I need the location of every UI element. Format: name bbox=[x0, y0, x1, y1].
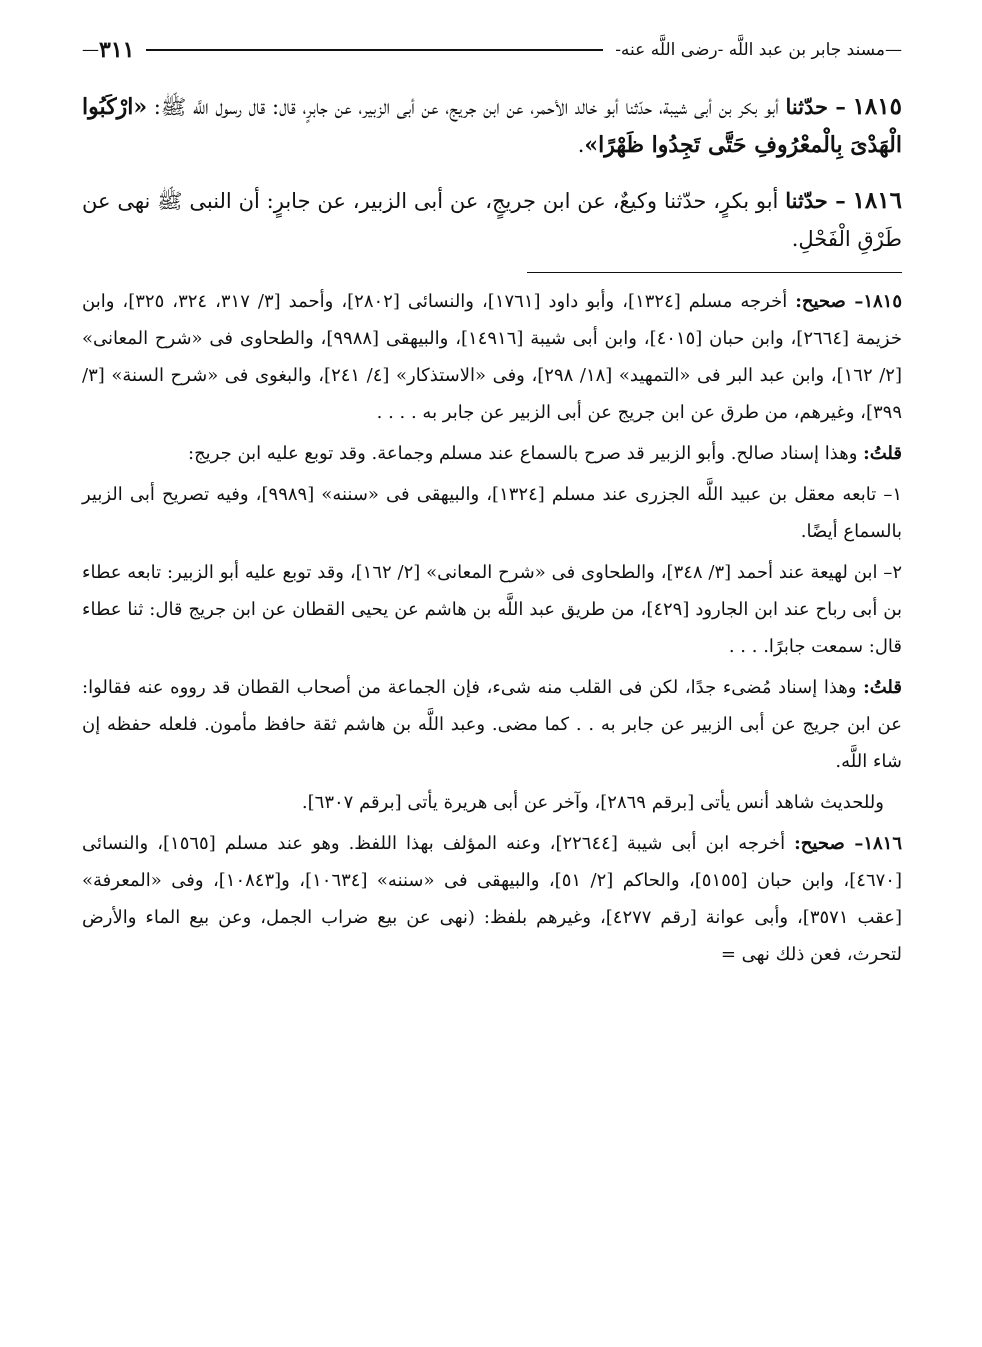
comment-1 bbox=[82, 435, 902, 472]
hadith-number: ١٨١٥ bbox=[852, 93, 902, 120]
header-dash-left: — bbox=[82, 40, 99, 60]
running-title: مسند جابر بن عبد اللَّه -رضى اللَّه عنه- bbox=[615, 40, 885, 60]
note-label: قلتُ: bbox=[863, 443, 902, 464]
note-label: قلتُ: bbox=[863, 677, 902, 698]
note-text: وهذا إسناد مُضىء جدًا، لكن فى القلب منه شىء، فإن الجماعة من أصحاب القطان قد رووه عنه فقالوا: عن ابن جريج عن أبى الزبير عن جابر به . . كما مضى. وعبد اللَّه بن هاشم ثقة حافظ مأمون. فلعله حفظه إن شاء اللَّه. bbox=[82, 677, 902, 772]
note-text: وهذا إسناد صالح. وأبو الزبير قد صرح بالسماع عند مسلم وجماعة. وقد توبع عليه ابن جريج: bbox=[188, 443, 864, 464]
hadith-number: ١٨١٦ bbox=[852, 187, 902, 214]
page-number: ٣١١ bbox=[99, 37, 135, 63]
hadith-matn: «ارْكَبُوا الْهَدْىَ بِالْمعْرُوفِ حَتَّى تَجِدُوا ظَهْرًا» bbox=[82, 94, 902, 158]
hadith-isnad: أبو بكر بن أبى شيبة، حدّثنا أبو خالد الأحمر، عن ابن جريج، عن أبى الزبير، عن جابرٍ، قال: قال رسول اللَّه ﷺ: bbox=[147, 95, 786, 119]
hadith-lead: – حدّثنا bbox=[785, 94, 846, 119]
takhrij-1816 bbox=[82, 825, 902, 973]
note-label: ١– bbox=[883, 484, 902, 505]
note-text: ابن لهيعة عند أحمد [٣/ ٣٤٨]، والطحاوى فى «شرح المعانى» [٢/ ١٦٢]، وقد توبع عليه أبو الزبير: تابعه عطاء بن أبى رباح عند ابن الجارود [٤٢٩]، من طريق عبد اللَّه بن هاشم عن يحيى القطان عن ابن جريج قال: ثنا عطاء قال: سمعت جابرًا. . . . bbox=[82, 562, 902, 657]
takhrij-1815 bbox=[82, 283, 902, 431]
note-label: ١٨١٦– صحيح: bbox=[794, 833, 902, 854]
footnote-separator bbox=[82, 272, 902, 273]
shawahid bbox=[82, 784, 902, 821]
hadith-lead: – حدّثنا bbox=[785, 188, 846, 213]
note-text: وللحديث شاهد أنس يأتى [برقم ٢٨٦٩]، وآخر عن أبى هريرة يأتى [برقم ٦٣٠٧]. bbox=[301, 792, 884, 813]
hadith-end: . bbox=[791, 227, 799, 251]
header-rule bbox=[146, 49, 603, 51]
header-dash-right: — bbox=[885, 40, 902, 60]
mutaba-1 bbox=[82, 476, 902, 550]
footnote-rule bbox=[527, 272, 902, 273]
note-text: أخرجه مسلم [١٣٢٤]، وأبو داود [١٧٦١]، والنسائى [٢٨٠٢]، وأحمد [٣/ ٣١٧، ٣٢٤، ٣٢٥]، وابن خزيمة [٢٦٦٤]، وابن حبان [٤٠١٥]، وابن أبى شيبة [١٤٩١٦]، والبيهقى [٩٩٨٨]، والطحاوى فى «شرح المعانى» [٢/ ١٦٢]، وابن عبد البر فى «التمهيد» [١٨/ ٢٩٨]، وفى «الاستذكار» [٤/ ٢٤١]، والبغوى فى «شرح السنة» [٣/ ٣٩٩]، وغيرهم، من طرق عن ابن جريج عن أبى الزبير عن جابر به . . . . bbox=[82, 291, 902, 423]
note-text: أخرجه ابن أبى شيبة [٢٢٦٤٤]، وعنه المؤلف بهذا اللفظ. وهو عند مسلم [١٥٦٥]، والنسائى [٤٦٧٠]، وابن حبان [٥١٥٥]، والحاكم [٢/ ٥١]، والبيهقى فى «سننه» [١٠٦٣٤]، و[١٠٨٤٣]، وفى «المعرفة» [عقب ٣٥٧١]، وأبى عوانة [رقم ٤٢٧٧]، وغيرهم بلفظ: (نهى عن بيع ضراب الجمل، وعن بيع الماء والأرض لتحرث، فعن ذلك نهى = bbox=[82, 833, 902, 965]
note-text: تابعه معقل بن عبيد اللَّه الجزرى عند مسلم [١٣٢٤]، والبيهقى فى «سننه» [٩٩٨٩]، وفيه تصريح أبى الزبير بالسماع أيضًا. bbox=[82, 484, 902, 542]
note-label: ٢– bbox=[883, 562, 902, 583]
comment-2 bbox=[82, 669, 902, 780]
book-page bbox=[82, 30, 902, 973]
page-header bbox=[82, 30, 902, 70]
hadith-isnad: أبو بكرٍ، حدّثنا وكيعٌ، عن ابن جريجٍ، عن أبى الزبير، عن جابرٍ: أن النبى ﷺ نهى عن طَرْقِ الْفَحْلِ bbox=[82, 189, 902, 251]
hadith-1816 bbox=[82, 182, 902, 258]
hadith-end: . bbox=[577, 133, 585, 157]
mutaba-2 bbox=[82, 554, 902, 665]
note-label: ١٨١٥– صحيح: bbox=[795, 291, 903, 312]
hadith-1815 bbox=[82, 88, 902, 164]
